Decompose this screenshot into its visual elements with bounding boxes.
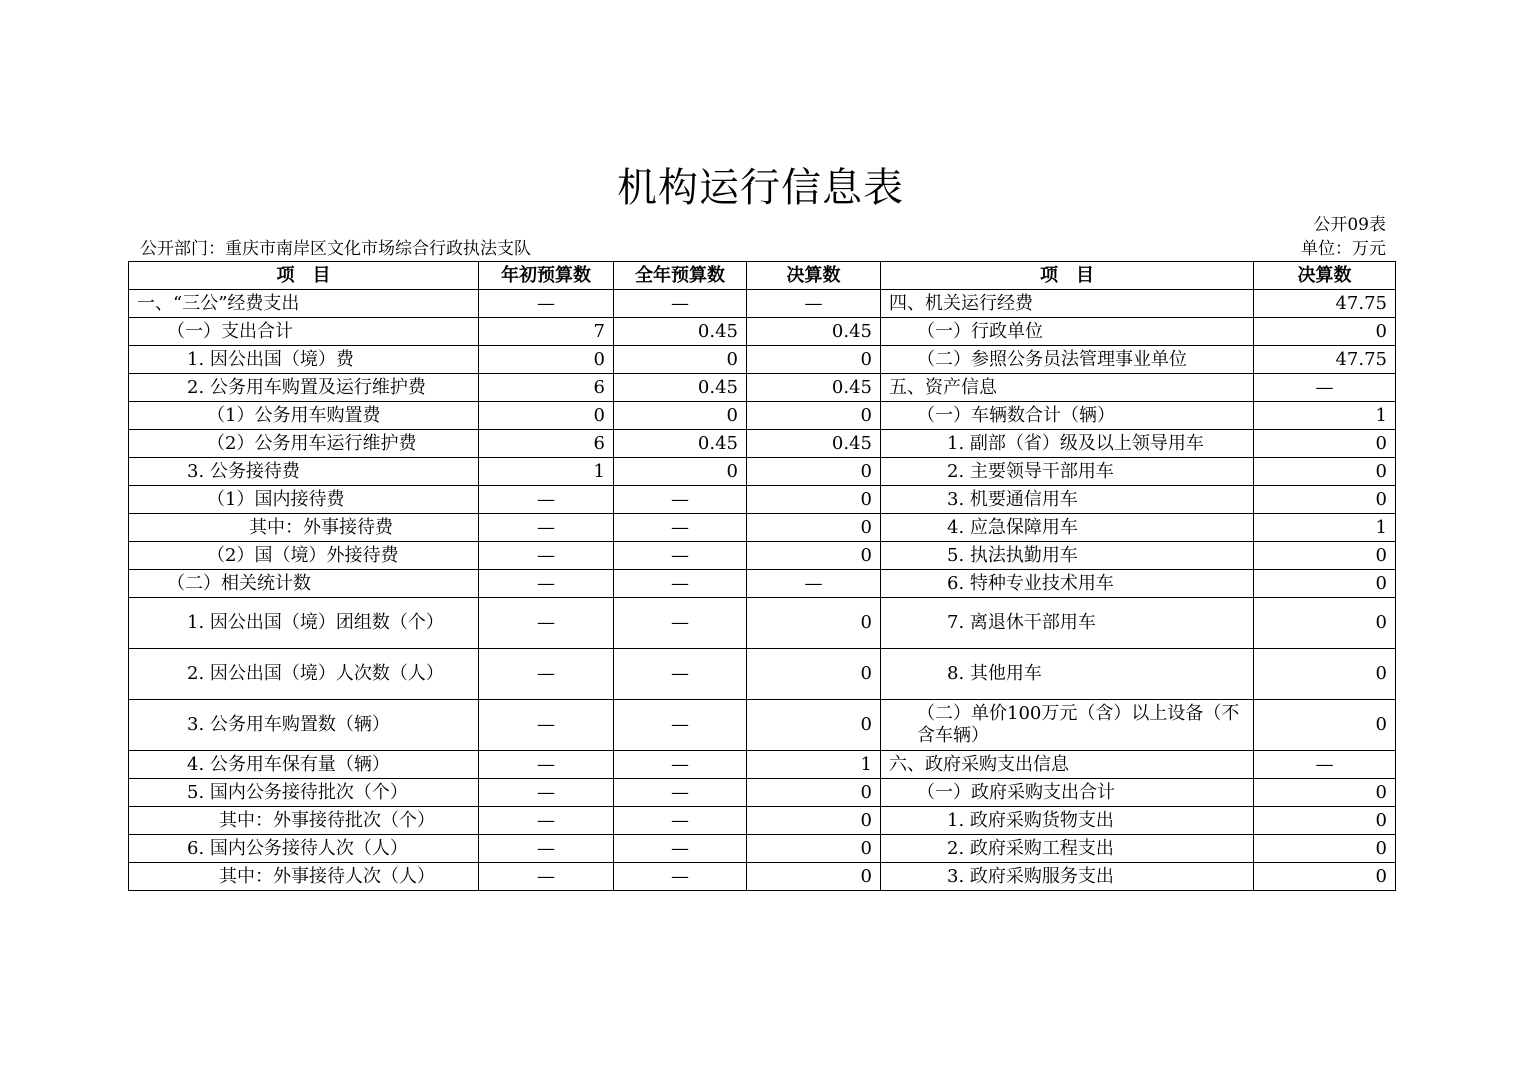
row-final-account-right: 1 <box>1254 402 1396 430</box>
row-final-account-right: 0 <box>1254 598 1396 649</box>
row-initial-budget: 0 <box>479 402 614 430</box>
row-final-account-left: 0 <box>747 486 881 514</box>
row-full-year-budget: — <box>614 570 747 598</box>
page-title: 机构运行信息表 <box>617 165 904 211</box>
table-body <box>129 290 1396 891</box>
row-item-left: 2. 因公出国（境）人次数（人） <box>129 649 479 700</box>
row-full-year-budget: 0.45 <box>614 374 747 402</box>
row-item-right: 2. 主要领导干部用车 <box>881 458 1254 486</box>
row-final-account-left: 0 <box>747 542 881 570</box>
row-final-account-right: 0 <box>1254 835 1396 863</box>
row-item-right: 2. 政府采购工程支出 <box>881 835 1254 863</box>
table-row <box>129 486 1396 514</box>
row-item-left: 5. 国内公务接待批次（个） <box>129 779 479 807</box>
row-final-account-right: 0 <box>1254 542 1396 570</box>
row-item-right: 3. 政府采购服务支出 <box>881 863 1254 891</box>
row-item-left: 3. 公务接待费 <box>129 458 479 486</box>
row-item-right: 六、政府采购支出信息 <box>881 751 1254 779</box>
row-item-right: 3. 机要通信用车 <box>881 486 1254 514</box>
row-final-account-right: 0 <box>1254 486 1396 514</box>
row-item-left: 一、“三公”经费支出 <box>129 290 479 318</box>
row-full-year-budget: — <box>614 751 747 779</box>
row-item-right: 4. 应急保障用车 <box>881 514 1254 542</box>
row-initial-budget: — <box>479 542 614 570</box>
row-final-account-right: — <box>1254 751 1396 779</box>
table-row <box>129 346 1396 374</box>
table-row <box>129 542 1396 570</box>
row-final-account-right: 0 <box>1254 700 1396 751</box>
row-item-right: （一）行政单位 <box>881 318 1254 346</box>
table-row <box>129 570 1396 598</box>
row-full-year-budget: — <box>614 649 747 700</box>
row-item-left: （二）相关统计数 <box>129 570 479 598</box>
row-initial-budget: — <box>479 486 614 514</box>
row-final-account-left: 0 <box>747 402 881 430</box>
row-full-year-budget: — <box>614 542 747 570</box>
row-final-account-left: 0 <box>747 598 881 649</box>
row-final-account-left: 0 <box>747 835 881 863</box>
row-final-account-left: 0 <box>747 346 881 374</box>
row-final-account-right: 0 <box>1254 863 1396 891</box>
row-final-account-right: 0 <box>1254 807 1396 835</box>
row-item-right: 6. 特种专业技术用车 <box>881 570 1254 598</box>
table-row <box>129 514 1396 542</box>
row-initial-budget: — <box>479 598 614 649</box>
row-item-right: 1. 政府采购货物支出 <box>881 807 1254 835</box>
row-full-year-budget: 0.45 <box>614 318 747 346</box>
row-final-account-left: 0 <box>747 458 881 486</box>
row-item-left: （1）国内接待费 <box>129 486 479 514</box>
row-item-right: （一）车辆数合计（辆） <box>881 402 1254 430</box>
row-initial-budget: — <box>479 807 614 835</box>
unit-line: 单位：万元 <box>1301 239 1386 259</box>
table-row <box>129 430 1396 458</box>
row-initial-budget: 7 <box>479 318 614 346</box>
row-item-left: 2. 公务用车购置及运行维护费 <box>129 374 479 402</box>
row-final-account-left: 0 <box>747 649 881 700</box>
row-final-account-left: 0 <box>747 863 881 891</box>
header-row <box>129 262 1396 290</box>
table-row <box>129 649 1396 700</box>
header-final-account-left: 决算数 <box>747 262 881 290</box>
row-full-year-budget: — <box>614 598 747 649</box>
row-full-year-budget: — <box>614 700 747 751</box>
row-item-right: 1. 副部（省）级及以上领导用车 <box>881 430 1254 458</box>
table-row <box>129 290 1396 318</box>
row-final-account-left: 1 <box>747 751 881 779</box>
row-item-right: 五、资产信息 <box>881 374 1254 402</box>
row-final-account-right: 1 <box>1254 514 1396 542</box>
row-initial-budget: — <box>479 514 614 542</box>
row-initial-budget: — <box>479 835 614 863</box>
header-item-left: 项 目 <box>129 262 479 290</box>
row-final-account-right: 0 <box>1254 570 1396 598</box>
table-row <box>129 751 1396 779</box>
row-final-account-left: 0 <box>747 700 881 751</box>
row-item-left: （一）支出合计 <box>129 318 479 346</box>
header-item-right: 项 目 <box>881 262 1254 290</box>
row-item-right: 四、机关运行经费 <box>881 290 1254 318</box>
row-full-year-budget: 0 <box>614 458 747 486</box>
table-row <box>129 700 1396 751</box>
row-item-left: 其中：外事接待人次（人） <box>129 863 479 891</box>
header-full-year-budget: 全年预算数 <box>614 262 747 290</box>
row-item-left: 1. 因公出国（境）团组数（个） <box>129 598 479 649</box>
row-full-year-budget: 0 <box>614 346 747 374</box>
row-item-left: 其中：外事接待费 <box>129 514 479 542</box>
row-final-account-left: 0.45 <box>747 318 881 346</box>
row-full-year-budget: — <box>614 835 747 863</box>
table-row <box>129 318 1396 346</box>
row-final-account-left: 0.45 <box>747 430 881 458</box>
row-initial-budget: 6 <box>479 374 614 402</box>
row-final-account-right: 0 <box>1254 649 1396 700</box>
row-item-left: （2）国（境）外接待费 <box>129 542 479 570</box>
row-initial-budget: — <box>479 863 614 891</box>
row-item-left: 其中：外事接待批次（个） <box>129 807 479 835</box>
row-full-year-budget: 0 <box>614 402 747 430</box>
row-item-left: （1）公务用车购置费 <box>129 402 479 430</box>
row-item-right: （二）参照公务员法管理事业单位 <box>881 346 1254 374</box>
row-item-left: 6. 国内公务接待人次（人） <box>129 835 479 863</box>
row-item-right: 5. 执法执勤用车 <box>881 542 1254 570</box>
row-initial-budget: 1 <box>479 458 614 486</box>
row-full-year-budget: — <box>614 486 747 514</box>
row-full-year-budget: — <box>614 514 747 542</box>
row-initial-budget: — <box>479 779 614 807</box>
row-final-account-left: 0 <box>747 779 881 807</box>
table-row <box>129 402 1396 430</box>
table-row <box>129 598 1396 649</box>
row-final-account-right: 47.75 <box>1254 290 1396 318</box>
row-final-account-right: 0 <box>1254 430 1396 458</box>
row-initial-budget: — <box>479 751 614 779</box>
row-item-right: （一）政府采购支出合计 <box>881 779 1254 807</box>
row-item-left: 1. 因公出国（境）费 <box>129 346 479 374</box>
row-item-left: 4. 公务用车保有量（辆） <box>129 751 479 779</box>
row-final-account-right: 47.75 <box>1254 346 1396 374</box>
row-full-year-budget: — <box>614 807 747 835</box>
form-code: 公开09表 <box>1313 215 1386 235</box>
table-row <box>129 779 1396 807</box>
table-row <box>129 374 1396 402</box>
row-initial-budget: 6 <box>479 430 614 458</box>
row-final-account-right: — <box>1254 374 1396 402</box>
row-full-year-budget: — <box>614 290 747 318</box>
row-final-account-left: — <box>747 290 881 318</box>
row-item-left: （2）公务用车运行维护费 <box>129 430 479 458</box>
row-final-account-left: 0 <box>747 514 881 542</box>
table-row <box>129 807 1396 835</box>
info-table <box>128 261 1396 891</box>
row-initial-budget: — <box>479 649 614 700</box>
row-initial-budget: — <box>479 290 614 318</box>
row-initial-budget: 0 <box>479 346 614 374</box>
table-row <box>129 835 1396 863</box>
row-initial-budget: — <box>479 570 614 598</box>
department-line: 公开部门：重庆市南岸区文化市场综合行政执法支队 <box>140 239 531 259</box>
header-initial-budget: 年初预算数 <box>479 262 614 290</box>
row-full-year-budget: 0.45 <box>614 430 747 458</box>
table-row <box>129 863 1396 891</box>
row-full-year-budget: — <box>614 863 747 891</box>
row-final-account-left: 0.45 <box>747 374 881 402</box>
row-final-account-right: 0 <box>1254 779 1396 807</box>
row-final-account-right: 0 <box>1254 318 1396 346</box>
row-full-year-budget: — <box>614 779 747 807</box>
row-final-account-left: 0 <box>747 807 881 835</box>
row-item-right: 7. 离退休干部用车 <box>881 598 1254 649</box>
table-row <box>129 458 1396 486</box>
row-initial-budget: — <box>479 700 614 751</box>
row-item-left: 3. 公务用车购置数（辆） <box>129 700 479 751</box>
row-item-right: 8. 其他用车 <box>881 649 1254 700</box>
row-final-account-left: — <box>747 570 881 598</box>
header-final-account-right: 决算数 <box>1254 262 1396 290</box>
row-item-right: （二）单价100万元（含）以上设备（不含车辆） <box>881 700 1254 751</box>
row-final-account-right: 0 <box>1254 458 1396 486</box>
